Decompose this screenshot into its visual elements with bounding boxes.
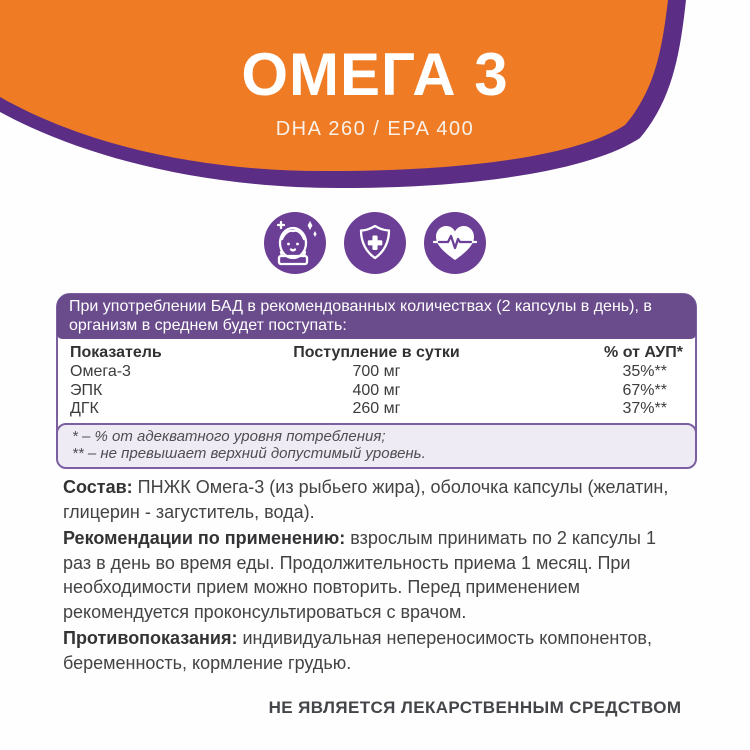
disclaimer-text: НЕ ЯВЛЯЕТСЯ ЛЕКАРСТВЕННЫМ СРЕДСТВОМ [268, 698, 682, 717]
footnote-upper-level: ** – не превышает верхний допустимый уровень. [72, 445, 426, 462]
col-header-percent-aup: % от АУП* [604, 344, 683, 361]
cell-name: ЭПК [70, 381, 103, 399]
table-header-row [70, 342, 683, 363]
contraindications-text: индивидуальная непереносимость компонентов, беременность, кормление грудью. [63, 628, 652, 673]
composition-label: Состав: [63, 477, 133, 497]
footnote-aup: * – % от адекватного уровня потребления; [72, 427, 386, 445]
table-row [70, 382, 683, 401]
benefit-icons-row [264, 212, 486, 274]
info-text-block [63, 475, 679, 677]
usage-label: Рекомендации по применению: [63, 528, 346, 548]
product-subtitle: DHA 260 / EPA 400 [275, 118, 475, 140]
usage-text: взрослым принимать по 2 капсулы 1 раз в день во время еды. Продолжительность приема 1 месяц. При необходимости прием можно повторить. Перед применением рекомендуется проконсультироваться с врачом. [63, 528, 656, 622]
composition-text: ПНЖК Омега-3 (из рыбьего жира), оболочка капсулы (желатин, глицерин - загуститель, вода). [63, 477, 669, 522]
intake-card [56, 293, 697, 469]
cell-amount: 700 мг [352, 363, 401, 380]
cell-name: ДГК [70, 400, 99, 417]
header-wave-shape [0, 0, 750, 230]
beauty-face-icon [264, 212, 326, 274]
footnotes-box [56, 423, 697, 469]
table-row [70, 363, 683, 382]
page-title: ОМЕГА 3 [241, 41, 509, 108]
cell-amount: 260 мг [352, 400, 401, 417]
cell-amount: 400 мг [352, 381, 401, 399]
contraindications-label: Противопоказания: [63, 628, 238, 648]
immunity-shield-icon [344, 212, 406, 274]
contraindications-paragraph [63, 626, 679, 675]
col-header-indicator: Показатель [70, 344, 162, 361]
heart-pulse-icon [424, 212, 486, 274]
cell-percent: 67%** [622, 381, 667, 399]
intake-table [58, 339, 695, 423]
cell-percent: 37%** [622, 400, 667, 417]
composition-paragraph [63, 475, 679, 524]
usage-paragraph [63, 526, 679, 624]
col-header-daily-intake: Поступление в сутки [293, 344, 460, 361]
intake-banner: При употреблении БАД в рекомендованных количествах (2 капсулы в день), в организм в среднем будет поступать: [57, 294, 696, 339]
cell-percent: 35%** [622, 363, 667, 380]
cell-name: Омега-3 [70, 363, 131, 380]
table-row [70, 400, 683, 419]
